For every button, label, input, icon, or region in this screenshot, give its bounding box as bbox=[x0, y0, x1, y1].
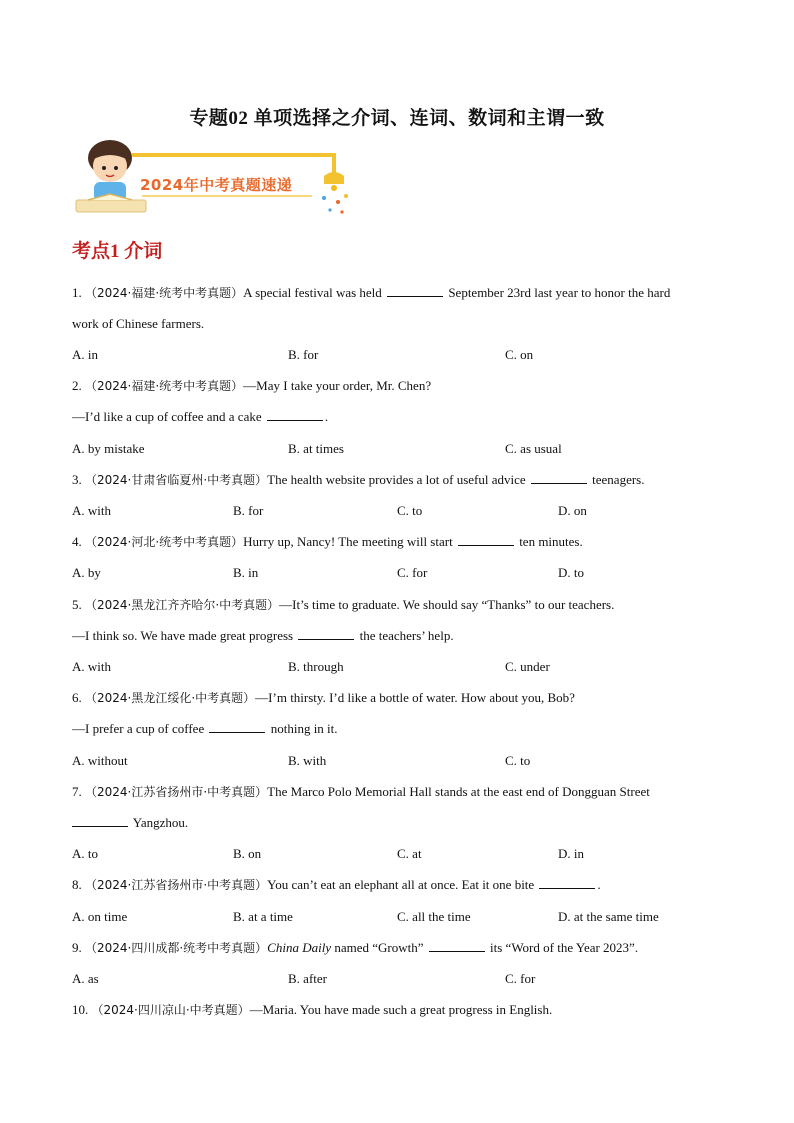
option: B. through bbox=[288, 659, 344, 674]
question-2-line2: —I’d like a cup of coffee and a cake . bbox=[72, 409, 329, 424]
question-2: 2. （2024·福建·统考中考真题）—May I take your order, Mr. Chen? bbox=[72, 378, 432, 393]
option: C. as usual bbox=[505, 441, 562, 456]
option: A. without bbox=[72, 753, 128, 768]
question-5-line2: —I think so. We have made great progress the teachers’ help. bbox=[72, 628, 454, 643]
question-6: 6. （2024·黑龙江绥化·中考真题）—I’m thirsty. I’d like a bottle of water. How about you, Bob? bbox=[72, 690, 575, 705]
option: C. for bbox=[397, 565, 428, 580]
answer-blank bbox=[209, 721, 265, 733]
option: B. after bbox=[288, 971, 327, 986]
question-1: 1. （2024·福建·统考中考真题）A special festival was held September 23rd last year to honor the hard bbox=[72, 285, 671, 300]
answer-blank bbox=[298, 628, 354, 640]
answer-blank bbox=[429, 940, 485, 952]
option: C. on bbox=[505, 347, 534, 362]
page-title: 专题02 单项选择之介词、连词、数词和主谓一致 bbox=[189, 108, 605, 129]
question-10: 10. （2024·四川凉山·中考真题）—Maria. You have made such a great progress in English. bbox=[72, 1002, 553, 1017]
answer-blank bbox=[72, 815, 128, 827]
question-3: 3. （2024·甘肃省临夏州·中考真题）The health website provides a lot of useful advice teenagers. bbox=[72, 472, 645, 487]
option: C. under bbox=[505, 659, 550, 674]
answer-blank bbox=[458, 534, 514, 546]
option: B. with bbox=[288, 753, 327, 768]
question-7: 7. （2024·江苏省扬州市·中考真题）The Marco Polo Memorial Hall stands at the east end of Dongguan Street bbox=[72, 784, 650, 799]
option: B. for bbox=[288, 347, 319, 362]
option: A. on time bbox=[72, 909, 128, 924]
option: A. to bbox=[72, 846, 98, 861]
question-8: 8. （2024·江苏省扬州市·中考真题）You can’t eat an elephant all at once. Eat it one bite . bbox=[72, 877, 601, 892]
question-1-line2: work of Chinese farmers. bbox=[72, 316, 205, 331]
banner-label: 2024年中考真题速递 bbox=[140, 176, 293, 194]
option: C. to bbox=[505, 753, 531, 768]
question-5: 5. （2024·黑龙江齐齐哈尔·中考真题）—It’s time to graduate. We should say “Thanks” to our teachers. bbox=[72, 597, 615, 612]
option: B. at times bbox=[288, 441, 344, 456]
question-4: 4. （2024·河北·统考中考真题）Hurry up, Nancy! The meeting will start ten minutes. bbox=[72, 534, 583, 549]
question-7-line2: Yangzhou. bbox=[72, 815, 188, 831]
option: A. in bbox=[72, 347, 98, 362]
option: D. at the same time bbox=[558, 909, 659, 924]
option: D. on bbox=[558, 503, 587, 518]
section-heading: 考点1 介词 bbox=[72, 241, 163, 262]
option: C. all the time bbox=[397, 909, 471, 924]
option: D. in bbox=[558, 846, 584, 861]
option: C. at bbox=[397, 846, 422, 861]
answer-blank bbox=[267, 409, 323, 421]
option: B. for bbox=[233, 503, 264, 518]
option: B. in bbox=[233, 565, 259, 580]
question-9: 9. （2024·四川成都·统考中考真题）China Daily named “Growth” its “Word of the Year 2023”. bbox=[72, 940, 639, 955]
answer-blank bbox=[539, 877, 595, 889]
option: A. by bbox=[72, 565, 101, 580]
option: A. with bbox=[72, 659, 111, 674]
answer-blank bbox=[531, 472, 587, 484]
option: A. with bbox=[72, 503, 111, 518]
option: C. for bbox=[505, 971, 536, 986]
option: C. to bbox=[397, 503, 423, 518]
option: B. at a time bbox=[233, 909, 293, 924]
question-6-line2: —I prefer a cup of coffee nothing in it. bbox=[72, 721, 338, 736]
answer-blank bbox=[387, 285, 443, 297]
option: B. on bbox=[233, 846, 262, 861]
option: D. to bbox=[558, 565, 584, 580]
option: A. as bbox=[72, 971, 99, 986]
option: A. by mistake bbox=[72, 441, 145, 456]
